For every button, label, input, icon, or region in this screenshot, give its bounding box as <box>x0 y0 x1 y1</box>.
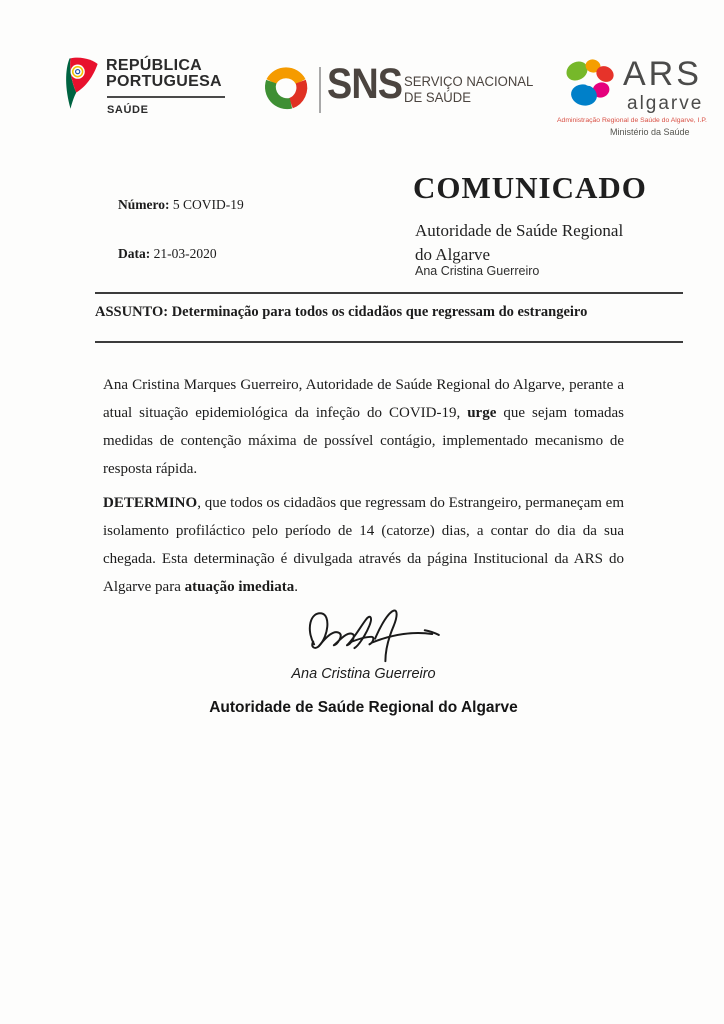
gov-logo-department: SAÚDE <box>107 104 149 116</box>
subject-text: Determinação para todos os cidadãos que regressam do estrangeiro <box>171 304 588 320</box>
ars-logo-fullname: Administração Regional de Saúde do Algarve, I.P. <box>557 117 707 124</box>
signature-title: Autoridade de Saúde Regional do Algarve <box>209 699 518 716</box>
portugal-flag-icon <box>62 56 100 112</box>
horizontal-rule-bottom <box>95 341 683 343</box>
numero-field <box>118 197 244 213</box>
subject-line <box>95 304 655 321</box>
subject-colon: : <box>163 304 172 320</box>
sns-name-line2: DE SAÚDE <box>404 89 471 105</box>
numero-label: Número: <box>118 197 170 212</box>
body-paragraph-1: Ana Cristina Marques Guerreiro, Autoridade de Saúde Regional do Algarve, perante a atual situação epidemiológica da infeção do COVID-19, urge que sejam tomadas medidas de contenção máxima de possível contágio, implementado mecanismo de resposta rápida. <box>103 377 624 477</box>
gov-logo-line1: REPÚBLICA <box>106 57 203 74</box>
gov-logo-divider <box>107 96 225 98</box>
signature-name: Ana Cristina Guerreiro <box>291 666 436 682</box>
data-label: Data: <box>118 246 151 261</box>
issuing-signatory: Ana Cristina Guerreiro <box>415 264 540 278</box>
sns-logo-name <box>404 74 533 105</box>
gov-logo-line2: PORTUGUESA <box>106 72 222 90</box>
sns-swirl-icon <box>258 62 314 115</box>
sns-logo-acronym: SNS <box>327 60 403 108</box>
body-paragraph-2: DETERMINO, que todos os cidadãos que regressam do Estrangeiro, permaneçam em isolamento profiláctico pelo período de 14 (catorze) dias, a contar do dia da sua chegada. Esta determinação é divulgada através da página Institucional da ARS do Algarve para atuação imediata. <box>103 495 624 595</box>
numero-value: 5 COVID-19 <box>169 197 244 212</box>
sns-logo-divider <box>319 67 321 113</box>
horizontal-rule-top <box>95 292 683 294</box>
ars-logo-region: algarve <box>627 93 704 114</box>
ars-logo-ministry: Ministério da Saúde <box>610 127 690 137</box>
sns-name-line1: SERVIÇO NACIONAL <box>404 74 534 89</box>
data-field <box>118 246 217 262</box>
document-body <box>103 371 624 607</box>
subject-label: ASSUNTO <box>95 304 164 320</box>
issuing-authority: Autoridade de Saúde Regional do Algarve <box>415 221 624 264</box>
data-value: 21-03-2020 <box>150 246 217 261</box>
republica-portuguesa-logo <box>106 58 225 116</box>
document-title: COMUNICADO <box>413 170 647 205</box>
ars-flower-icon <box>559 57 621 117</box>
ars-logo-acronym: ARS <box>623 55 702 93</box>
signature-block <box>103 603 624 717</box>
handwritten-signature-icon <box>301 603 451 665</box>
